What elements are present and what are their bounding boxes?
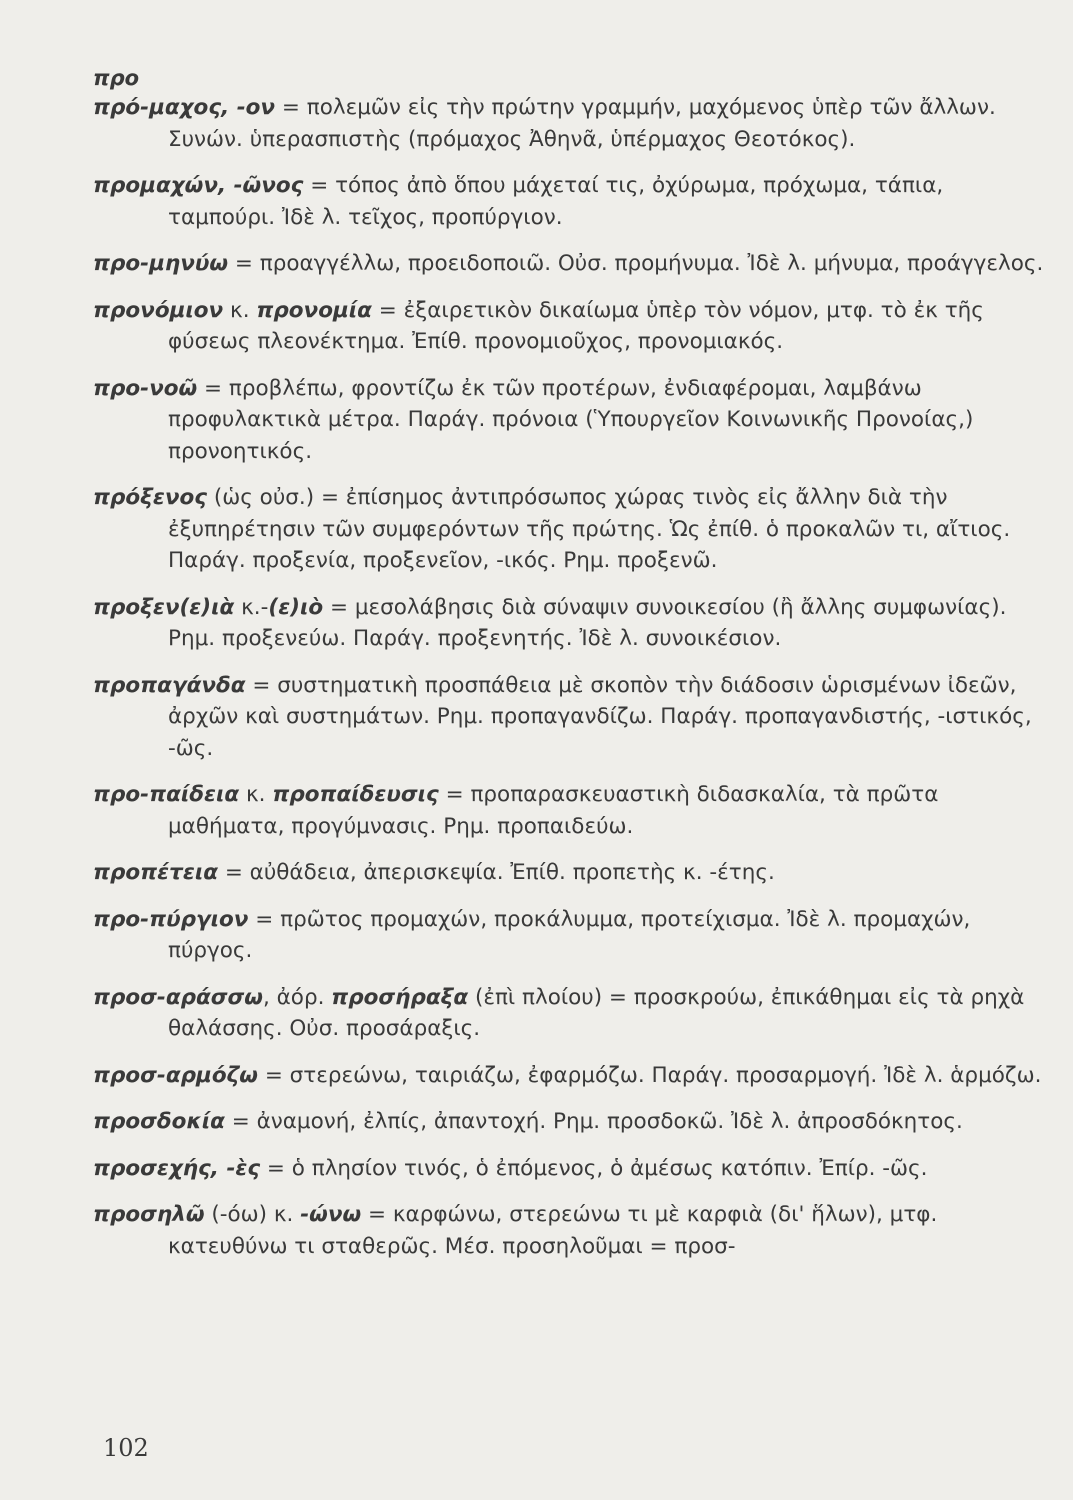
running-head: προ (93, 66, 140, 90)
entry-text: = ἀναμονή, ἐλπίς, ἀπαντοχή. Ρημ. προσδοκῶ. Ἰδὲ λ. ἀπροσδόκητος. (224, 1109, 963, 1134)
dictionary-entry (93, 92, 1053, 155)
entry-headword: προσδοκία (93, 1109, 225, 1134)
entry-headword: (ε)ιὸ (268, 594, 324, 620)
entry-text: = προαγγέλλω, προειδοποιῶ. Οὐσ. προμήνυμα. Ἰδὲ λ. μήνυμα, προάγγελος. (228, 251, 1044, 276)
entry-list (93, 92, 1053, 1277)
entry-text: = ὁ πλησίον τινός, ὁ ἐπόμενος, ὁ ἀμέσως κατόπιν. Ἐπίρ. -ῶς. (260, 1155, 928, 1181)
dictionary-entry (93, 592, 1053, 655)
dictionary-entry (93, 248, 1053, 280)
entry-headword: -ώνω (300, 1202, 362, 1227)
entry-headword: προπαγάνδα (93, 672, 246, 698)
page-number: 102 (103, 1434, 149, 1462)
entry-text: = ἐξαιρετικὸν δικαίωμα ὑπὲρ τὸν νόμον, μτφ. τὸ ἐκ τῆς φύσεως πλεονέκτημα. Ἐπίθ. προνομιοῦχος, προνομιακός. (168, 297, 984, 354)
entry-headword: πρό-μαχος, -ον (93, 95, 276, 120)
dictionary-entry (93, 1199, 1053, 1262)
dictionary-entry (93, 482, 1053, 577)
entry-text: = πολεμῶν εἰς τὴν πρώτην γραμμήν, μαχόμενος ὑπὲρ τῶν ἄλλων. Συνών. ὑπερασπιστὴς (πρόμαχος Ἀθηνᾶ, ὑπέρμαχος Θεοτόκος). (168, 95, 996, 152)
entry-headword: προ-νοῶ (93, 375, 198, 401)
entry-headword: προνομία (256, 297, 372, 323)
dictionary-entry (93, 1060, 1053, 1092)
entry-headword: προνόμιον (93, 297, 224, 323)
dictionary-entry (93, 982, 1053, 1045)
entry-text: = προβλέπω, φροντίζω ἐκ τῶν προτέρων, ἐνδιαφέρομαι, λαμβάνω προφυλακτικὰ μέτρα. Παράγ. πρόνοια (Ὑπουργεῖον Κοινωνικῆς Προνοίας,) προνοητικός. (168, 375, 974, 464)
entry-headword: προσ-αρμόζω (93, 1062, 258, 1088)
entry-text: = πρῶτος προμαχών, προκάλυμμα, προτείχισμα. Ἰδὲ λ. προμαχών, πύργος. (168, 906, 971, 963)
dictionary-entry (93, 373, 1053, 468)
dictionary-entry (93, 295, 1053, 358)
entry-headword: προπέτεια (93, 860, 218, 885)
entry-text: = μεσολάβησις διὰ σύναψιν συνοικεσίου (ἢ ἄλλης συμφωνίας). Ρημ. προξενεύω. Παράγ. προξενητής. Ἰδὲ λ. συνοικέσιον. (168, 594, 1007, 651)
dictionary-entry (93, 170, 1053, 233)
entry-text: κ.- (234, 594, 269, 620)
entry-text: = προπαρασκευαστικὴ διδασκαλία, τὰ πρῶτα μαθήματα, προγύμνασις. Ρημ. προπαιδεύω. (168, 782, 939, 839)
dictionary-entry (93, 1153, 1053, 1185)
dictionary-entry (93, 779, 1053, 842)
entry-headword: πρόξενος (93, 485, 207, 510)
entry-text: = καρφώνω, στερεώνω τι μὲ καρφιὰ (δι' ἥλων), μτφ. κατευθύνω τι σταθερῶς. Μέσ. προσηλοῦμαι = προσ- (168, 1202, 938, 1259)
entry-headword: προσ-αράσσω (93, 984, 263, 1010)
entry-text: κ. (223, 297, 257, 323)
entry-headword: προπαίδευσις (272, 782, 439, 807)
dictionary-entry (93, 1106, 1053, 1138)
entry-text: κ. (239, 782, 273, 807)
entry-text: = στερεώνω, ταιριάζω, ἐφαρμόζω. Παράγ. προσαρμογή. Ἰδὲ λ. ἁρμόζω. (257, 1062, 1042, 1088)
entry-text: (ἐπὶ πλοίου) = προσκρούω, ἐπικάθημαι εἰς τὰ ρηχὰ θαλάσσης. Οὐσ. προσάραξις. (168, 984, 1025, 1041)
entry-headword: προ-μηνύω (93, 251, 229, 276)
entry-headword: προμαχών, -ῶνος (93, 173, 304, 198)
dictionary-entry (93, 670, 1053, 765)
entry-headword: προσήραξα (331, 984, 469, 1010)
dictionary-entry (93, 904, 1053, 967)
entry-headword: προ-παίδεια (93, 782, 240, 807)
entry-headword: προσεχής, -ὲς (93, 1155, 261, 1181)
entry-text: = αὐθάδεια, ἀπερισκεψία. Ἐπίθ. προπετὴς κ. -έτης. (217, 860, 775, 885)
entry-text: , ἀόρ. (262, 984, 332, 1010)
entry-headword: προ-πύργιον (93, 906, 249, 932)
entry-text: = τόπος ἀπὸ ὅπου μάχεταί τις, ὀχύρωμα, πρόχωμα, τάπια, ταμπούρι. Ἰδὲ λ. τεῖχος, προπύργιον. (168, 173, 944, 230)
dictionary-entry (93, 857, 1053, 889)
entry-text: (ὡς οὐσ.) = ἐπίσημος ἀντιπρόσωπος χώρας τινὸς εἰς ἄλλην διὰ τὴν ἐξυπηρέτησιν τῶν συμφερόντων τῆς πρώτης. Ὡς ἐπίθ. ὁ προκαλῶν τι, αἴτιος. Παράγ. προξενία, προξενεῖον, -ικός. Ρημ. προξενῶ. (168, 485, 1011, 573)
entry-headword: προσηλῶ (93, 1202, 205, 1227)
entry-text: = συστηματικὴ προσπάθεια μὲ σκοπὸν τὴν διάδοσιν ὡρισμένων ἰδεῶν, ἀρχῶν καὶ συστημάτων. Ρημ. προπαγανδίζω. Παράγ. προπαγανδιστής, -ιστικός, -ῶς. (168, 672, 1032, 761)
entry-text: (-όω) κ. (204, 1202, 301, 1227)
entry-headword: προξεν(ε)ιὰ (93, 594, 235, 620)
